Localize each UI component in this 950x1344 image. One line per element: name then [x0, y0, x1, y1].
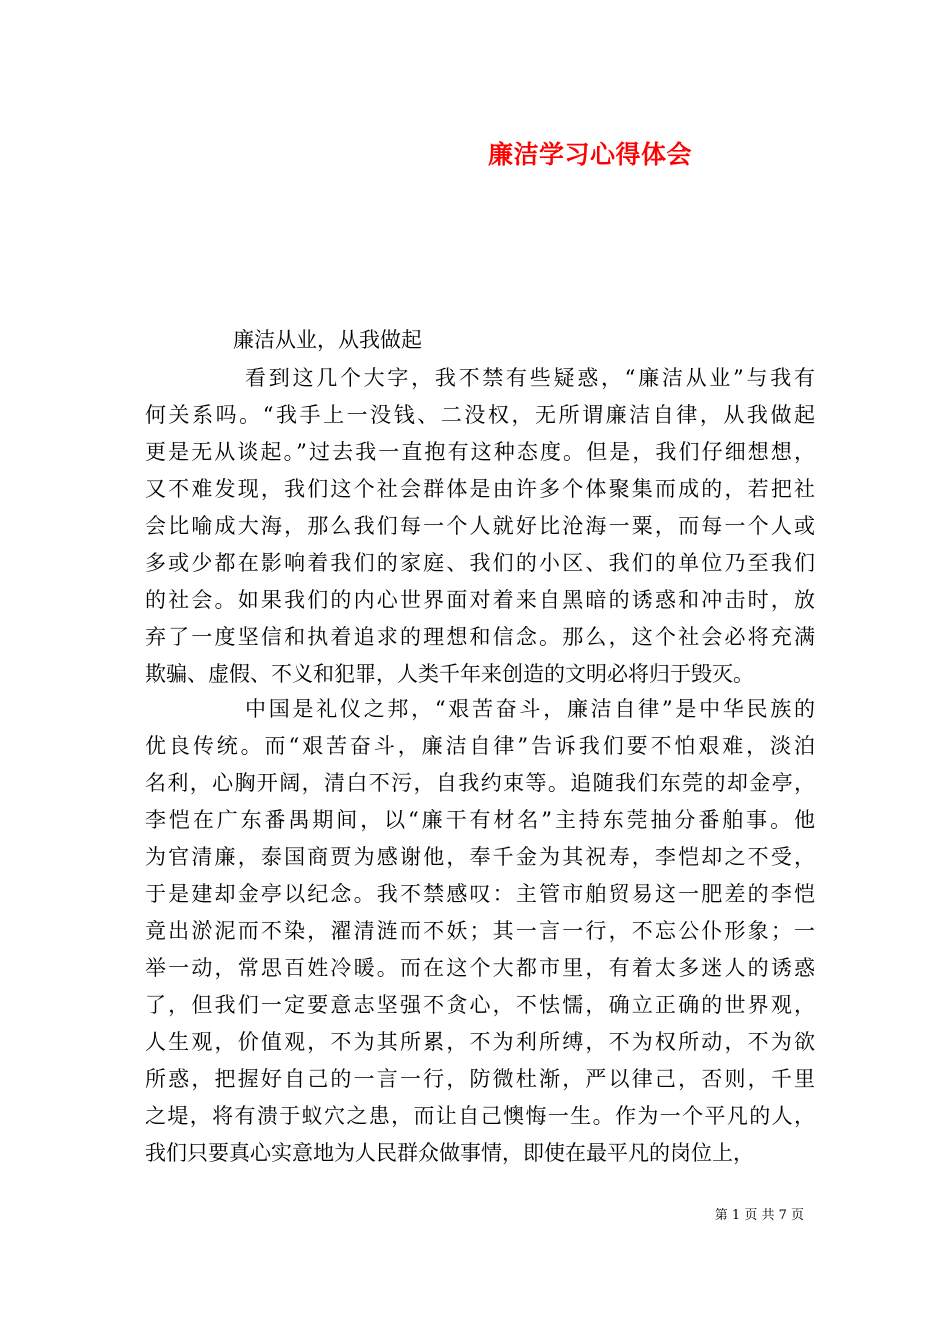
- paragraph-line: 我们只要真心实意地为人民群众做事情，即使在最平凡的岗位上，: [145, 1141, 754, 1165]
- paragraph-line: 人生观，价值观，不为其所累，不为利所缚，不为权所动，不为欲: [145, 1030, 815, 1054]
- paragraph-line: 何关系吗。“我手上一没钱、二没权，无所谓廉洁自律，从我做起: [145, 403, 815, 427]
- paragraph-line: 优良传统。而“艰苦奋斗，廉洁自律”告诉我们要不怕艰难，淡泊: [145, 734, 815, 758]
- page-number-footer: 第 1 页 共 7 页: [714, 1208, 804, 1223]
- paragraph-line: 又不难发现，我们这个社会群体是由许多个体聚集而成的，若把社: [145, 477, 815, 501]
- paragraph-line: 看到这几个大字，我不禁有些疑惑，“廉洁从业”与我有: [245, 366, 815, 390]
- paragraph-line: 多或少都在影响着我们的家庭、我们的小区、我们的单位乃至我们: [145, 551, 815, 575]
- document-title: 廉洁学习心得体会: [488, 140, 693, 169]
- paragraph-line: 为官清廉，泰国商贾为感谢他，奉千金为其祝寿，李恺却之不受，: [145, 845, 815, 869]
- paragraph-line: 举一动，常思百姓冷暖。而在这个大都市里，有着太多迷人的诱惑: [145, 956, 815, 980]
- paragraph-line: 欺骗、虚假、不义和犯罪，人类千年来创造的文明必将归于毁灭。: [145, 662, 754, 686]
- paragraph-line: 会比喻成大海，那么我们每一个人就好比沧海一粟，而每一个人或: [145, 514, 815, 538]
- paragraph-line: 更是无从谈起。”过去我一直抱有这种态度。但是，我们仔细想想，: [145, 440, 815, 464]
- paragraph-1: [145, 360, 815, 693]
- paragraph-2: [145, 691, 815, 1172]
- paragraph-line: 所惑，把握好自己的一言一行，防微杜渐，严以律己，否则，千里: [145, 1067, 815, 1091]
- paragraph-line: 中国是礼仪之邦，“艰苦奋斗，廉洁自律”是中华民族的: [245, 697, 815, 721]
- paragraph-line: 竟出淤泥而不染，濯清涟而不妖；其一言一行，不忘公仆形象；一: [145, 919, 815, 943]
- paragraph-line: 了，但我们一定要意志坚强不贪心，不怯懦，确立正确的世界观，: [145, 993, 815, 1017]
- paragraph-line: 的社会。如果我们的内心世界面对着来自黑暗的诱惑和冲击时，放: [145, 588, 815, 612]
- paragraph-line: 弃了一度坚信和执着追求的理想和信念。那么，这个社会必将充满: [145, 625, 815, 649]
- document-subtitle: 廉洁从业，从我做起: [233, 328, 422, 352]
- paragraph-line: 名利，心胸开阔，清白不污，自我约束等。追随我们东莞的却金亭，: [145, 771, 815, 795]
- paragraph-line: 李恺在广东番禺期间，以“廉干有材名”主持东莞抽分番舶事。他: [145, 808, 815, 832]
- paragraph-line: 于是建却金亭以纪念。我不禁感叹：主管市舶贸易这一肥差的李恺: [145, 882, 815, 906]
- paragraph-line: 之堤，将有溃于蚁穴之患，而让自己懊悔一生。作为一个平凡的人，: [145, 1104, 815, 1128]
